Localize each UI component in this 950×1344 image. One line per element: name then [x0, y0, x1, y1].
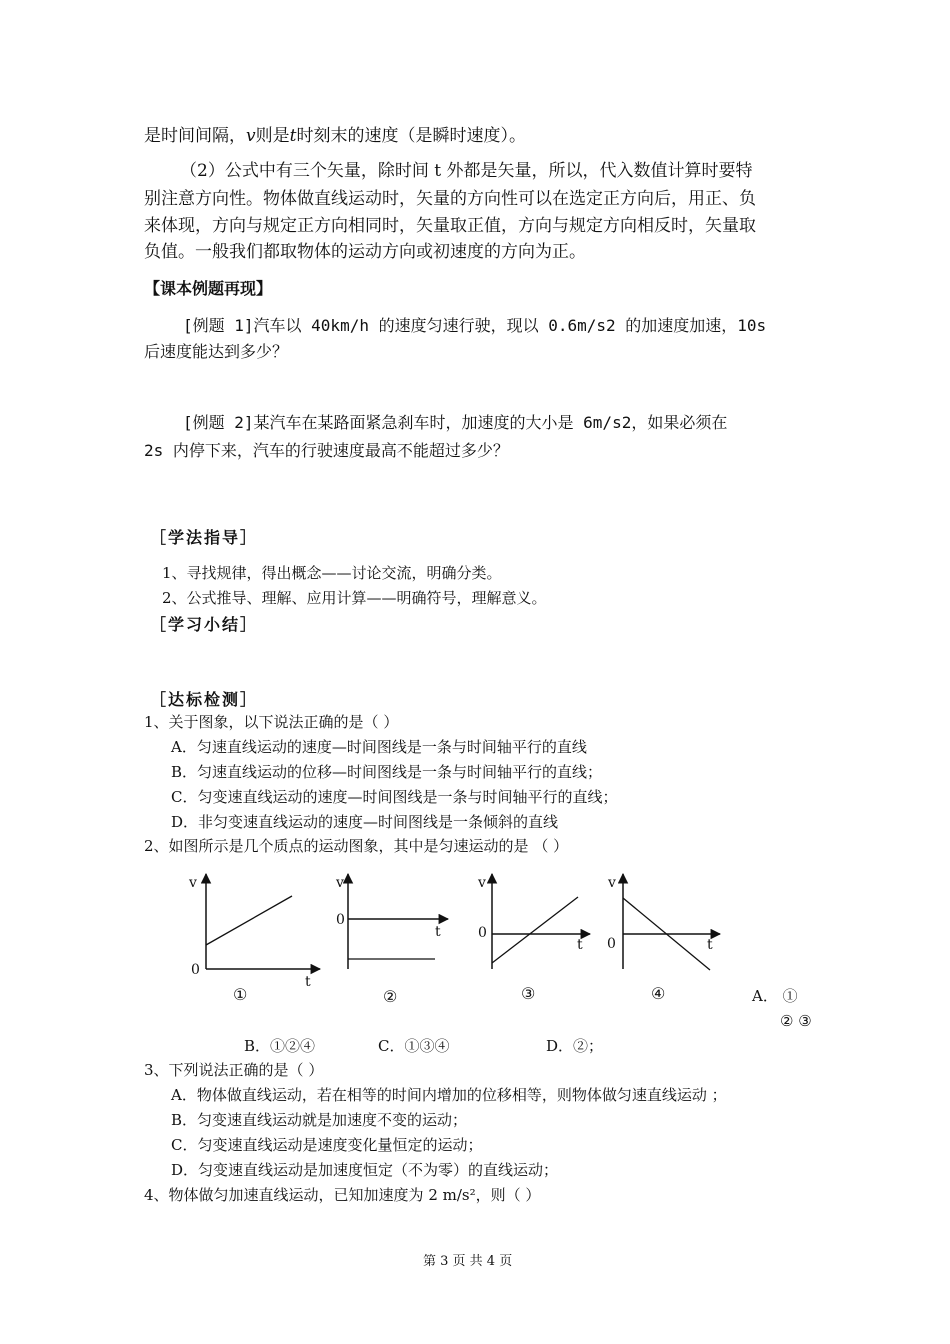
graph-3: [477, 874, 590, 969]
method-heading: ［学法指导］: [150, 528, 259, 547]
question-1-option-d: D．非匀变速直线运动的速度—时间图线是一条倾斜的直线: [171, 813, 559, 831]
graph-3-v-label: v: [478, 875, 486, 891]
graph-1-number: ①: [233, 985, 248, 1004]
test-heading: ［达标检测］: [150, 690, 259, 709]
graph-2-zero: 0: [336, 912, 345, 928]
graph-3-number: ③: [521, 984, 536, 1003]
example-1-line-1: [例题 1]汽车以 40km/h 的速度匀速行驶，现以 0.6m/s2 的加速度加速，10s: [183, 316, 767, 335]
question-2-option-a: A． ①: [752, 987, 798, 1005]
graph-2: [335, 874, 448, 969]
paragraph-2-line-1: （2）公式中有三个矢量，除时间 t 外都是矢量，所以，代入数值计算时要特: [180, 161, 753, 181]
question-3-option-c: C．匀变速直线运动是速度变化量恒定的运动；: [171, 1136, 483, 1154]
graph-4-zero: 0: [607, 936, 616, 952]
question-3-option-a: A．物体做直线运动，若在相等的时间内增加的位移相等，则物体做匀速直线运动 ；: [171, 1086, 727, 1104]
paragraph-2-line-2: 别注意方向性。物体做直线运动时，矢量的方向性可以在选定正方向后，用正、负: [144, 189, 756, 209]
question-2-option-c: C．①③④: [378, 1037, 450, 1055]
example-1-line-2: 后速度能达到多少？: [144, 342, 289, 361]
graph-3-t-label: t: [577, 937, 583, 953]
page-footer: 第 3 页 共 4 页: [423, 1254, 513, 1269]
graph-4-v-label: v: [608, 875, 616, 891]
example-2-line-2: 2s 内停下来，汽车的行驶速度最高不能超过多少？: [144, 441, 509, 460]
graph-3-line: [492, 897, 578, 963]
paragraph-2-line-4: 负值。一般我们都取物体的运动方向或初速度的方向为正。: [144, 242, 586, 262]
method-item-1: 1、寻找规律，得出概念——讨论交流，明确分类。: [162, 564, 502, 582]
intro-text-c: 时刻末的速度（是瞬时速度）。: [296, 126, 526, 146]
intro-line-1: [144, 121, 526, 151]
graph-1-line: [206, 896, 292, 945]
question-2-option-b: B．①②④: [244, 1037, 316, 1055]
graph-4-number: ④: [651, 984, 666, 1003]
motion-graphs: [170, 866, 750, 1016]
symbol-t: t: [289, 126, 297, 146]
intro-text-b: 则是: [255, 126, 290, 146]
question-1-option-c: C．匀变速直线运动的速度—时间图线是一条与时间轴平行的直线；: [171, 788, 618, 806]
graph-4: [607, 874, 720, 970]
graph-1-t-label: t: [305, 974, 311, 990]
symbol-v: v: [246, 126, 256, 146]
question-1-option-b: B．匀速直线运动的位移—时间图线是一条与时间轴平行的直线；: [171, 763, 603, 781]
method-item-2: 2、公式推导、理解、应用计算——明确符号，理解意义。: [162, 589, 547, 607]
question-1-option-a: A．匀速直线运动的速度—时间图线是一条与时间轴平行的直线: [171, 738, 587, 756]
question-2-stem: 2、如图所示是几个质点的运动图象，其中是匀速运动的是 （ ）: [144, 837, 569, 855]
question-3-option-b: B．匀变速直线运动就是加速度不变的运动；: [171, 1111, 468, 1129]
question-1-stem: 1、关于图象，以下说法正确的是（ ）: [144, 713, 399, 731]
graph-1: [188, 874, 320, 990]
intro-text-a: 是时间间隔，: [144, 126, 246, 146]
examples-heading: 【课本例题再现】: [144, 279, 273, 298]
question-3-option-d: D．匀变速直线运动是加速度恒定（不为零）的直线运动；: [171, 1161, 559, 1179]
summary-heading: ［学习小结］: [150, 615, 259, 634]
graph-3-zero: 0: [478, 925, 487, 941]
graph-4-t-label: t: [707, 937, 713, 953]
example-2-line-1: [例题 2]某汽车在某路面紧急刹车时，加速度的大小是 6m/s2，如果必须在: [183, 413, 728, 432]
graph-1-zero: 0: [191, 962, 200, 978]
question-2-option-a-cont: ② ③: [780, 1012, 812, 1030]
graph-2-t-label: t: [435, 924, 441, 940]
question-3-stem: 3、下列说法正确的是（ ）: [144, 1061, 324, 1079]
graph-1-v-label: v: [189, 875, 197, 891]
question-2-option-d: D．②；: [546, 1037, 604, 1055]
question-4-stem: 4、物体做匀加速直线运动，已知加速度为 2 m/s²，则（ ）: [144, 1186, 541, 1204]
paragraph-2-line-3: 来体现，方向与规定正方向相同时，矢量取正值，方向与规定方向相反时，矢量取: [144, 216, 756, 236]
graph-2-v-label: v: [336, 875, 344, 891]
graph-2-number: ②: [383, 987, 398, 1006]
